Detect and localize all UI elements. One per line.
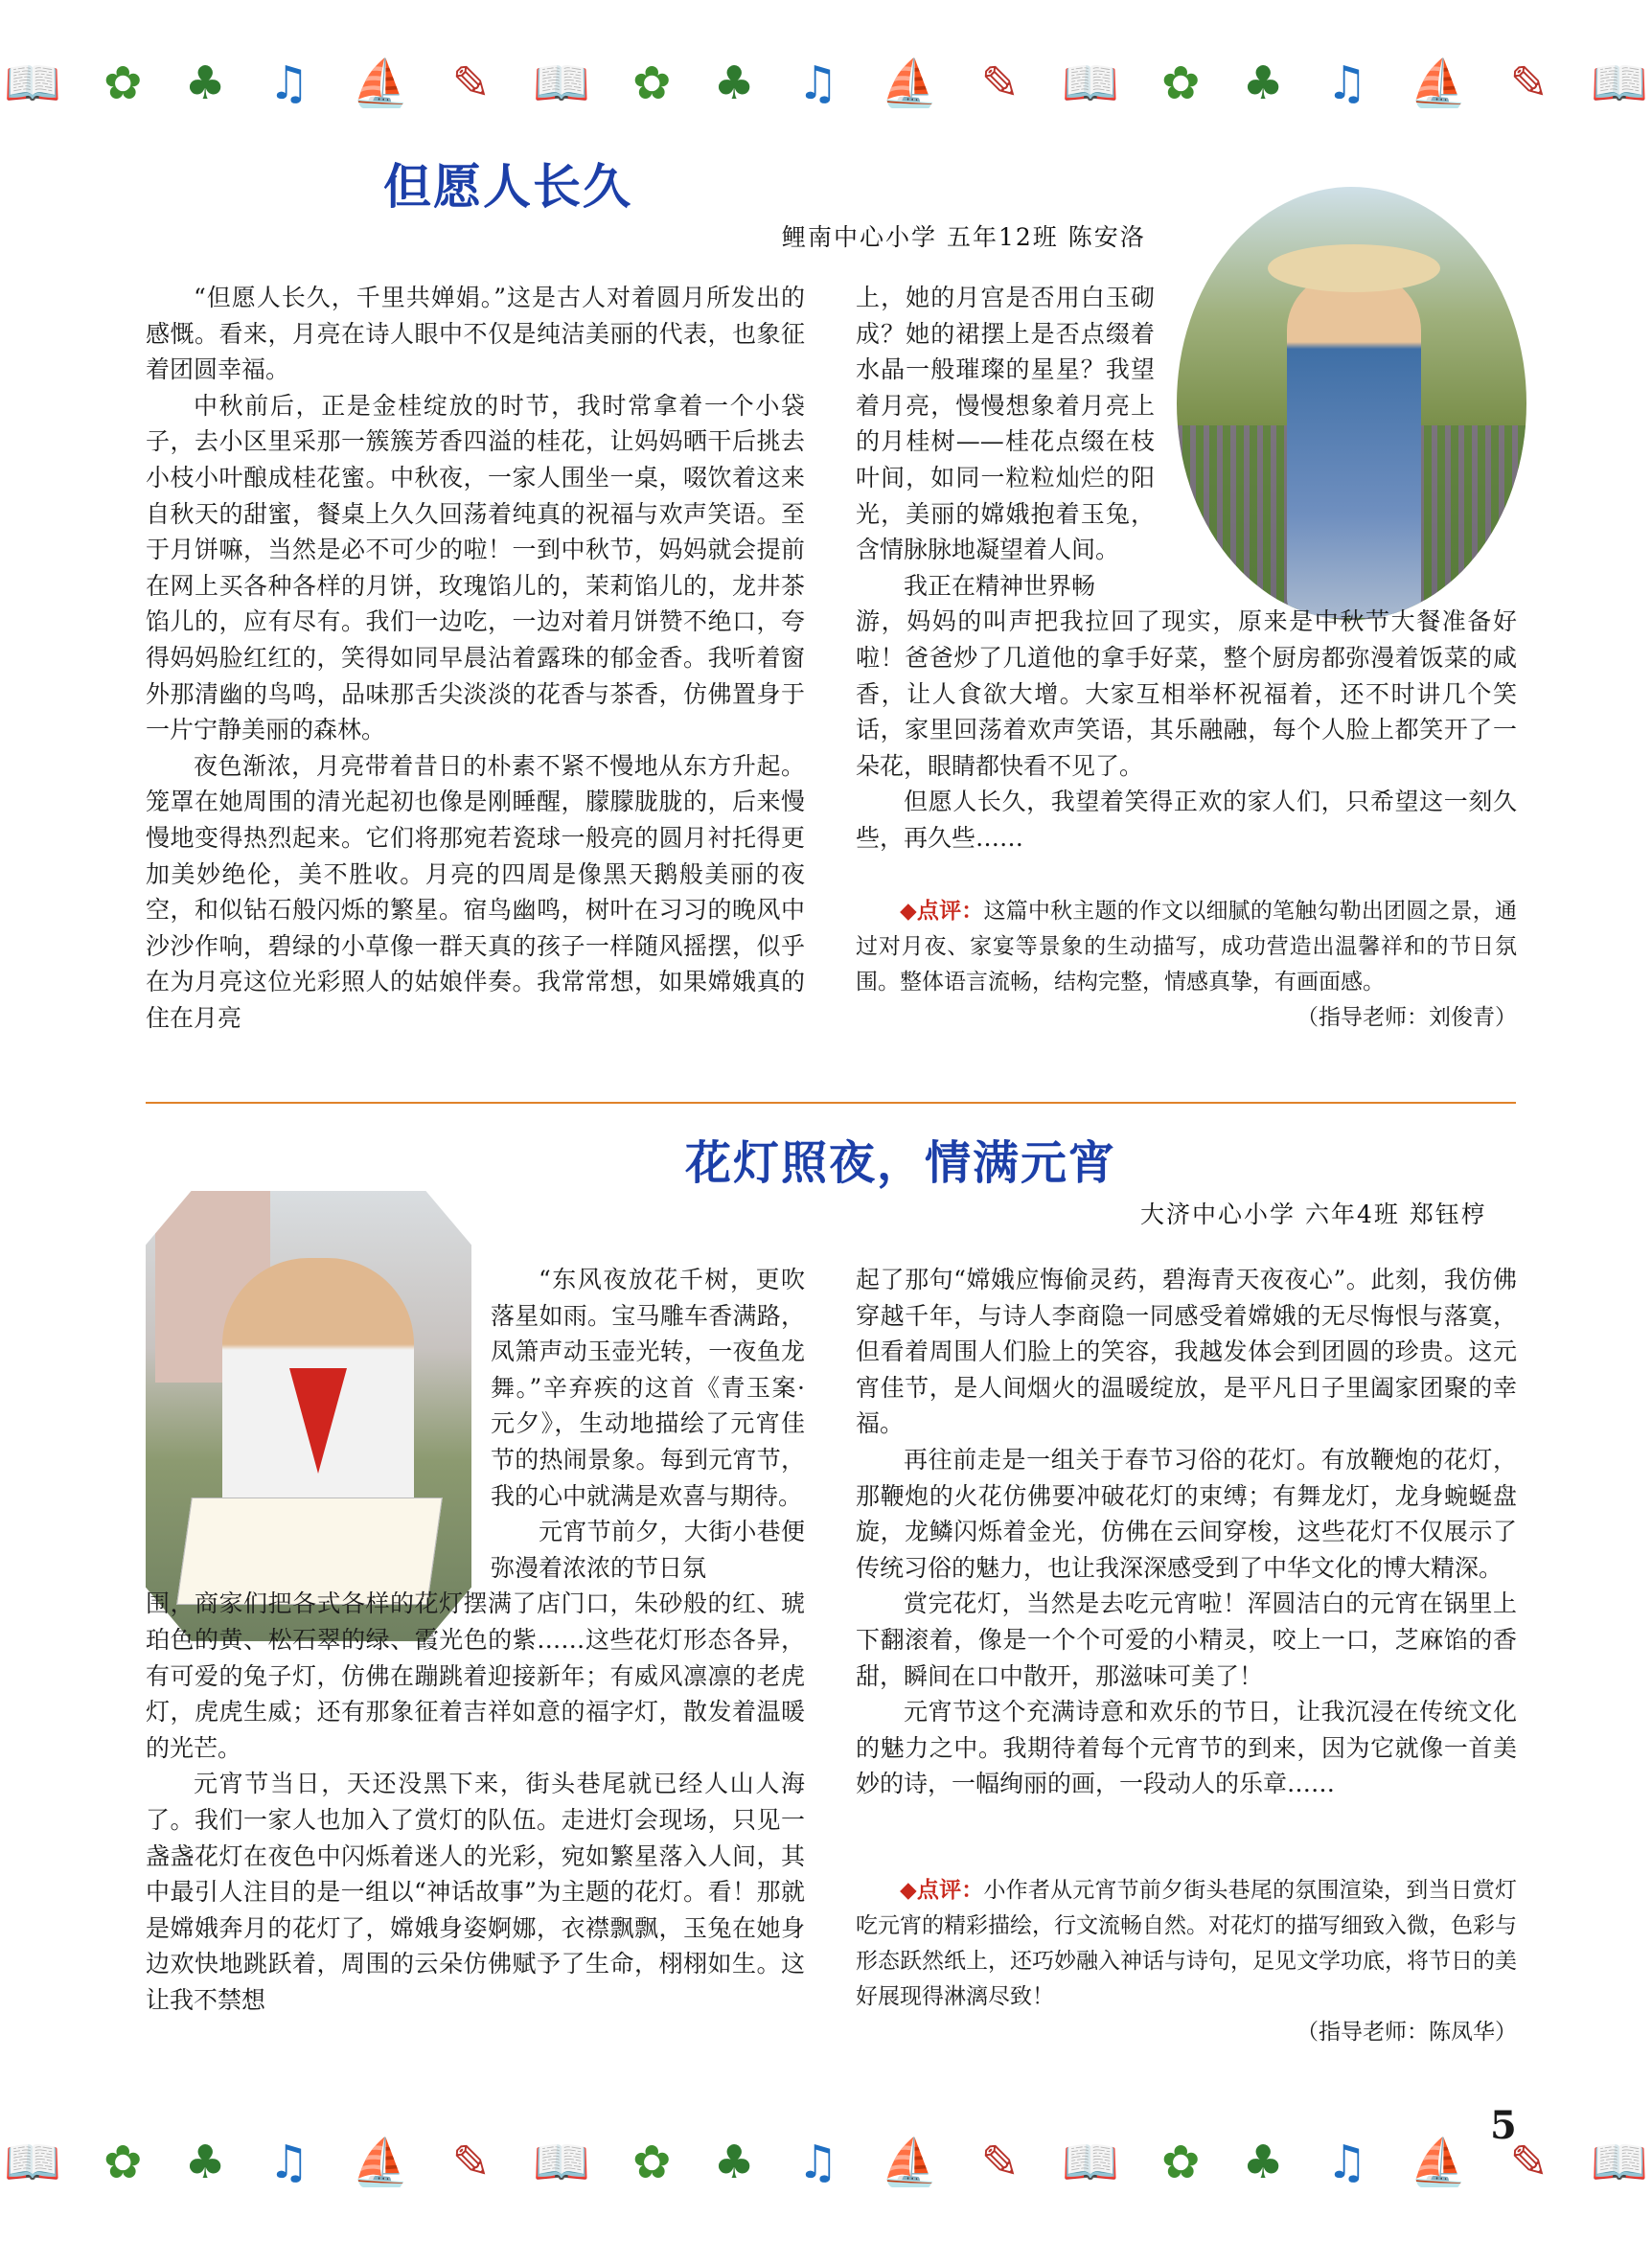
flower-icon: ✿ [632, 2136, 672, 2189]
article1-comment [856, 894, 1517, 1036]
pencil-icon: ✎ [1509, 2136, 1549, 2189]
palm-icon: ♣ [713, 2136, 755, 2189]
article1-paragraph: 中秋前后，正是金桂绽放的时节，我时常拿着一个小袋子，去小区里采那一簇簇芳香四溢的桂花，让妈妈晒干后挑去小枝小叶酿成桂花蜜。中秋夜，一家人围坐一桌，啜饮着这来自秋天的甜蜜，餐桌上久久回荡着纯真的祝福与欢声笑语。至于月饼嘛，当然是必不可少的啦！一到中秋节，妈妈就会提前在网上买各种各样的月饼，玫瑰馅儿的，茉莉馅儿的，龙井茶馅儿的，应有尽有。我们一边吃，一边对着月饼赞不绝口，夸得妈妈脸红红的，笑得如同早晨沾着露珠的郁金香。我听着窗外那清幽的鸟鸣，品味那舌尖淡淡的花香与茶香，仿佛置身于一片宁静美丽的森林。 [146, 391, 805, 744]
paper-boat-icon: ⛵ [352, 2136, 410, 2189]
page-number: 5 [1490, 2103, 1517, 2148]
palm-icon: ♣ [713, 57, 755, 110]
teacher-signature: （指导老师：陈凤华） [1296, 2020, 1517, 2045]
article1-paragraph: “但愿人长久，千里共婵娟。”这是古人对着圆月所发出的感慨。看来，月亮在诗人眼中不仅是纯洁美丽的代表，也象征着团圆幸福。 [146, 284, 805, 384]
comment-mark: ◆点评： [900, 1878, 984, 1903]
article2-left-column [146, 1262, 805, 2018]
music-note-icon: ♫ [1326, 57, 1368, 110]
article1-paragraph: 我正在精神世界畅 [904, 571, 1096, 600]
book-icon: 📖 [533, 2136, 590, 2189]
article2-paragraph: 元宵节前夕，大街小巷便弥漫着浓浓的节日氛 [491, 1518, 805, 1582]
bottom-decorative-border [0, 2129, 1652, 2196]
article2-paragraph: 赏完花灯，当然是去吃元宵啦！浑圆洁白的元宵在锅里上下翻滚着，像是一个个可爱的小精灵，咬上一口，芝麻馅的香甜，瞬间在口中散开，那滋味可美了！ [856, 1589, 1517, 1690]
article1-paragraph: 游，妈妈的叫声把我拉回了现实，原来是中秋节大餐准备好啦！爸爸炒了几道他的拿手好菜，整个厨房都弥漫着饭菜的咸香，让人食欲大增。大家互相举杯祝福着，还不时讲几个笑话，家里回荡着欢声笑语，其乐融融，每个人脸上都笑开了一朵花，眼睛都快看不见了。 [856, 607, 1517, 780]
palm-icon: ♣ [1242, 57, 1284, 110]
music-note-icon: ♫ [268, 57, 310, 110]
article1-title: 但愿人长久 [383, 159, 632, 215]
article2-paragraph: 元宵节这个充满诗意和欢乐的节日，让我沉浸在传统文化的魅力之中。我期待着每个元宵节的到来，因为它就像一首美妙的诗，一幅绚丽的画，一段动人的乐章…… [856, 1698, 1517, 1798]
flower-icon: ✿ [103, 57, 143, 110]
article1-paragraph: 上，她的月宫是否用白玉砌成？她的裙摆上是否点缀着水晶一般璀璨的星星？我望着月亮，慢慢想象着月亮上的月桂树——桂花点缀在枝叶间，如同一粒粒灿烂的阳光，美丽的嫦娥抱着玉兔，含情脉脉地凝望着人间。 [856, 284, 1155, 564]
article1-right-column [856, 280, 1517, 857]
section-divider [146, 1102, 1516, 1104]
book-icon: 📖 [4, 57, 61, 110]
teacher-signature: （指导老师：刘俊青） [1296, 1005, 1517, 1030]
paper-boat-icon: ⛵ [881, 57, 939, 110]
flower-icon: ✿ [632, 57, 672, 110]
article1-paragraph: 夜色渐浓，月亮带着昔日的朴素不紧不慢地从东方升起。笼罩在她周围的清光起初也像是刚睡醒，朦朦胧胧的，后来慢慢地变得热烈起来。它们将那宛若瓷球一般亮的圆月衬托得更加美妙绝伦，美不胜收。月亮的四周是像黑天鹅般美丽的夜空，和似钻石般闪烁的繁星。宿鸟幽鸣，树叶在习习的晚风中沙沙作响，碧绿的小草像一群天真的孩子一样随风摇摆，似乎在为月亮这位光彩照人的姑娘伴奏。我常常想，如果嫦娥真的住在月亮 [146, 751, 805, 1032]
article1-paragraph: 但愿人长久，我望着笑得正欢的家人们，只希望这一刻久些，再久些…… [856, 788, 1517, 852]
article1-left-column [146, 280, 805, 1036]
palm-icon: ♣ [1242, 2136, 1284, 2189]
comment-text: 这篇中秋主题的作文以细腻的笔触勾勒出团圆之景，通过对月夜、家宴等景象的生动描写，成功营造出温馨祥和的节日氛围。整体语言流畅，结构完整，情感真挚，有画面感。 [856, 899, 1517, 995]
book-icon: 📖 [4, 2136, 61, 2189]
article2-comment [856, 1873, 1517, 2050]
paper-boat-icon: ⛵ [1410, 57, 1468, 110]
flower-icon: ✿ [1161, 57, 1201, 110]
flower-icon: ✿ [103, 2136, 143, 2189]
article2-paragraph: “东风夜放花千树，更吹落星如雨。宝马雕车香满路，凤箫声动玉壶光转，一夜鱼龙舞。”辛弃疾的这首《青玉案·元夕》，生动地描绘了元宵佳节的热闹景象。每到元宵节，我的心中就满是欢喜与期待。 [491, 1266, 805, 1510]
comment-mark: ◆点评： [900, 899, 984, 924]
music-note-icon: ♫ [1326, 2136, 1368, 2189]
palm-icon: ♣ [184, 57, 226, 110]
music-note-icon: ♫ [268, 2136, 310, 2189]
article2-paragraph: 起了那句“嫦娥应悔偷灵药，碧海青天夜夜心”。此刻，我仿佛穿越千年，与诗人李商隐一同感受着嫦娥的无尽悔恨与落寞，但看着周围人们脸上的笑容，我越发体会到团圆的珍贵。这元宵佳节，是人间烟火的温暖绽放，是平凡日子里阖家团聚的幸福。 [856, 1266, 1517, 1438]
paper-boat-icon: ⛵ [352, 57, 410, 110]
pencil-icon: ✎ [980, 57, 1020, 110]
book-icon: 📖 [533, 57, 590, 110]
book-icon: 📖 [1062, 2136, 1119, 2189]
music-note-icon: ♫ [797, 57, 839, 110]
pencil-icon: ✎ [451, 57, 491, 110]
article1-byline: 鲤南中心小学 五年12班 陈安洛 [782, 223, 1146, 251]
top-decorative-border [0, 50, 1652, 117]
article2-right-column [856, 1262, 1517, 1802]
article2-title: 花灯照夜，情满元宵 [685, 1136, 1117, 1190]
book-icon: 📖 [1591, 57, 1648, 110]
article2-paragraph: 围，商家们把各式各样的花灯摆满了店门口，朱砂般的红、琥珀色的黄、松石翠的绿、霞光色的紫……这些花灯形态各异，有可爱的兔子灯，仿佛在蹦跳着迎接新年；有威风凛凛的老虎灯，虎虎生威；还有那象征着吉祥如意的福字灯，散发着温暖的光芒。 [146, 1589, 805, 1762]
pencil-icon: ✎ [1509, 57, 1549, 110]
article2-byline: 大济中心小学 六年4班 郑钰梈 [1140, 1201, 1487, 1228]
article2-paragraph: 再往前走是一组关于春节习俗的花灯。有放鞭炮的花灯，那鞭炮的火花仿佛要冲破花灯的束缚；有舞龙灯，龙身蜿蜒盘旋，龙鳞闪烁着金光，仿佛在云间穿梭，这些花灯不仅展示了传统习俗的魅力，也让我深深感受到了中华文化的博大精深。 [856, 1445, 1517, 1582]
article2-paragraph: 元宵节当日，天还没黑下来，街头巷尾就已经人山人海了。我们一家人也加入了赏灯的队伍。走进灯会现场，只见一盏盏花灯在夜色中闪烁着迷人的光彩，宛如繁星落入人间，其中最引人注目的是一组以“神话故事”为主题的花灯。看！那就是嫦娥奔月的花灯了，嫦娥身姿婀娜，衣襟飘飘，玉兔在她身边欢快地跳跃着，周围的云朵仿佛赋予了生命，栩栩如生。这让我不禁想 [146, 1770, 805, 2014]
music-note-icon: ♫ [797, 2136, 839, 2189]
palm-icon: ♣ [184, 2136, 226, 2189]
pencil-icon: ✎ [980, 2136, 1020, 2189]
pencil-icon: ✎ [451, 2136, 491, 2189]
book-icon: 📖 [1591, 2136, 1648, 2189]
flower-icon: ✿ [1161, 2136, 1201, 2189]
paper-boat-icon: ⛵ [881, 2136, 939, 2189]
comment-text: 小作者从元宵节前夕街头巷尾的氛围渲染，到当日赏灯吃元宵的精彩描绘，行文流畅自然。对花灯的描写细致入微，色彩与形态跃然纸上，还巧妙融入神话与诗句，足见文学功底，将节日的美好展现得淋漓尽致！ [856, 1878, 1517, 2009]
book-icon: 📖 [1062, 57, 1119, 110]
paper-boat-icon: ⛵ [1410, 2136, 1468, 2189]
